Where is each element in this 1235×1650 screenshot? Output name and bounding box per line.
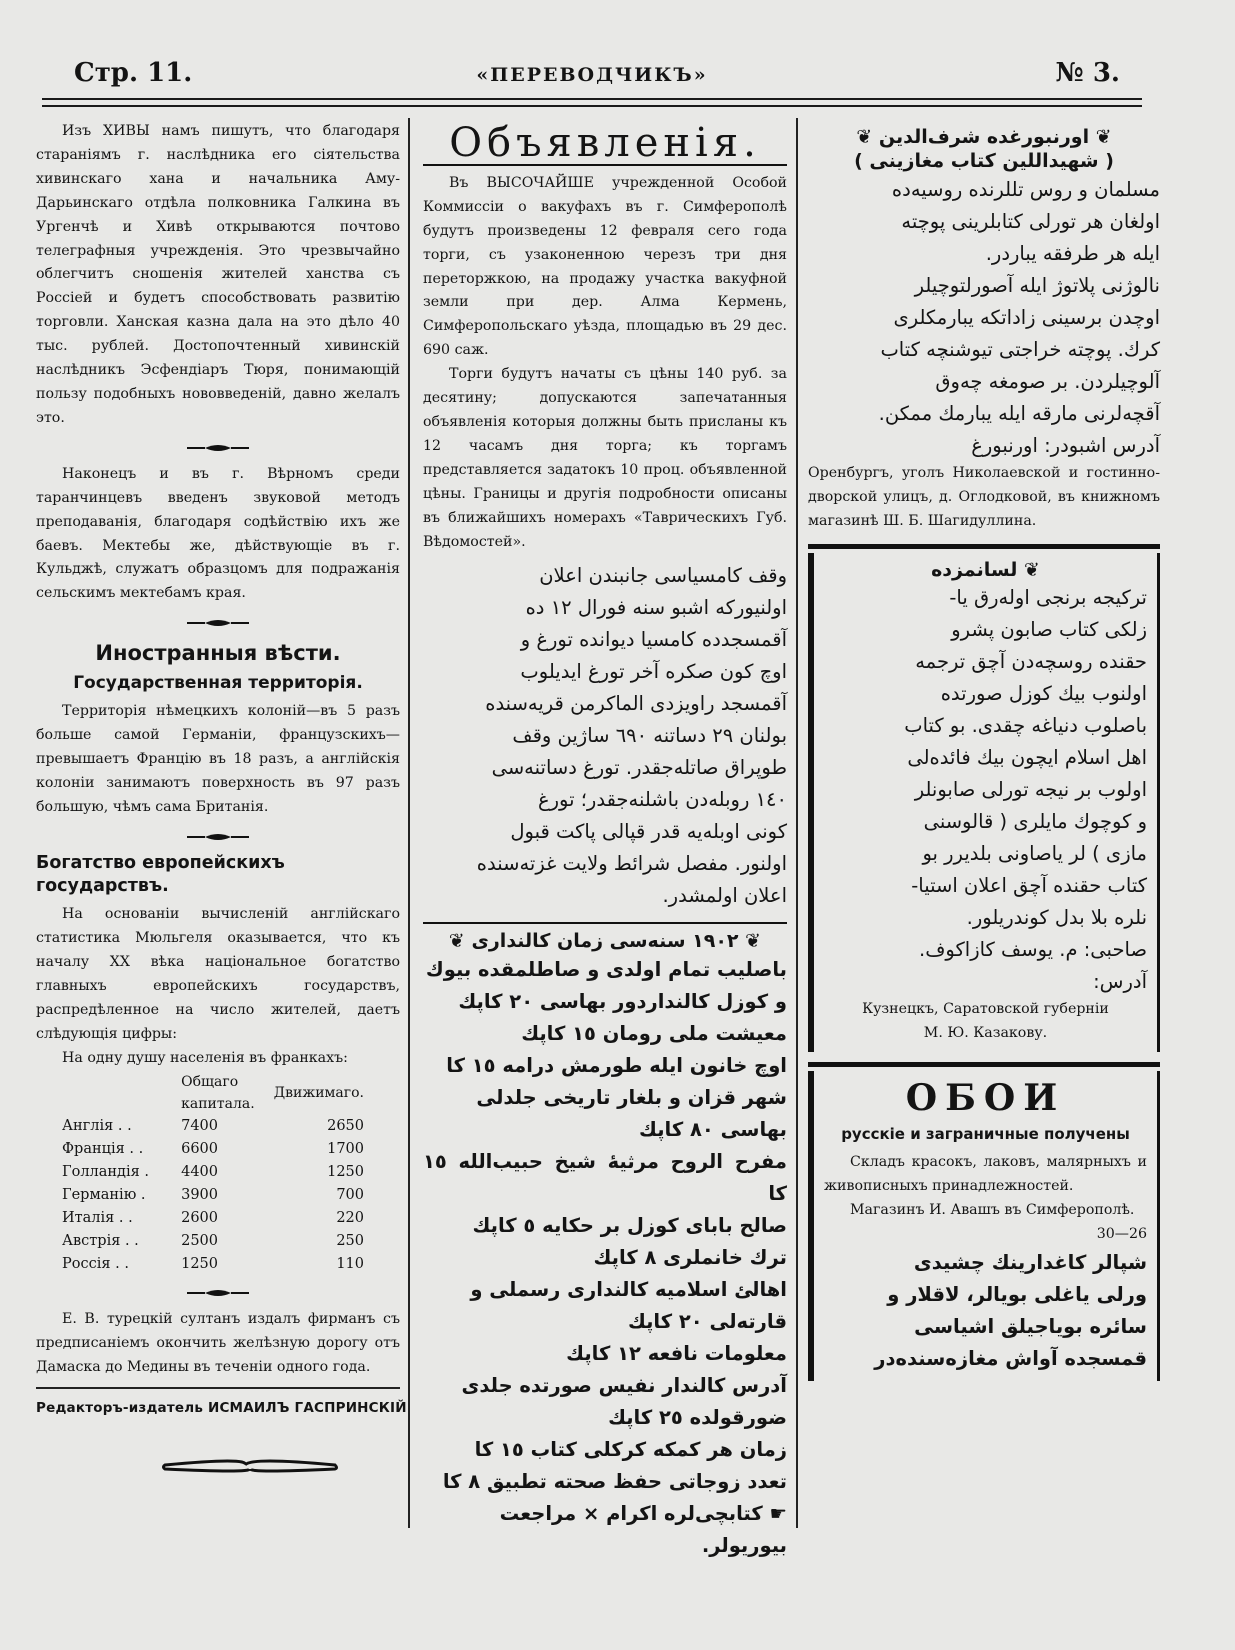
text-line: زلكى كتاب صابون پشرو <box>951 618 1147 642</box>
table-row <box>36 1115 400 1138</box>
announcements-title: Объявленія. <box>449 120 761 166</box>
country-cell: Англія . . <box>62 1117 132 1134</box>
text-line: اهالئ اسلاميه كالندارى رسملى و <box>470 1278 787 1302</box>
text-line: صاحبى: م. يوسف كازاكوف. <box>919 938 1147 962</box>
masthead-rule-2 <box>42 105 1142 107</box>
text-line: باصليب تمام اولدى و صاطلمقده بيوك <box>425 958 787 982</box>
text-line: ترك خانملرى ٨ كاپك <box>593 1246 787 1270</box>
soap-ad-address-2: М. Ю. Казакову. <box>923 1025 1048 1042</box>
table-row <box>36 1207 400 1230</box>
diamond-ornament-icon <box>205 1287 231 1299</box>
text-line: آدرس كالندار نفيس صورتده جلدى <box>461 1374 787 1398</box>
text-line: طوپراق صاتله‌جقدر. تورغ دساتنه‌سى <box>491 756 787 780</box>
text-line: اولنور. مفصل شرائط ولايت غزته‌سنده <box>476 852 787 876</box>
article-verny: Наконецъ и въ г. Вѣрномъ среди таранчинцевъ введенъ звуковой методъ преподаванія, благодаря содѣйствію ихъ же баевъ. Мектебы же, дѣйствующіе въ г. Кульджѣ, служатъ образцомъ для подражанія сельскимъ мектебамъ края. <box>36 465 400 602</box>
soap-ad-address-1: Кузнецкъ, Саратовской губерніи <box>862 1001 1109 1018</box>
masthead-rule <box>42 98 1142 100</box>
text-line: آدرس: <box>1093 970 1147 994</box>
text-line: وقف كامسياسى جانبندن اعلان <box>539 564 787 588</box>
right-column <box>808 126 1160 1381</box>
wealth-table <box>36 1071 400 1276</box>
bookstore-ad-subheading: ( شهيداللين كتاب مغازينى ) <box>854 149 1114 172</box>
editor-rule <box>36 1387 400 1389</box>
text-line: معيشت ملى رومان ١٥ كاپك <box>521 1022 787 1046</box>
article-wealth: На основаніи вычисленій англійскаго статистика Мюльгеля оказывается, что къ началу XX вѣка національное богатство главныхъ европейскихъ государствъ, распредѣленное на число жителей, даетъ слѣдующія цифры: <box>36 906 400 1042</box>
left-column <box>36 120 407 1421</box>
section-heading-foreign-news: Иностранныя вѣсти. <box>95 641 341 666</box>
wallpaper-ad-store: Магазинъ И. Авашъ въ Симферополѣ. <box>850 1201 1135 1218</box>
text-line: آقچه‌لرنى مارقه ايله يبارمك ممكن. <box>878 401 1160 425</box>
subheading-wealth: Богатство европейскихъ государствъ. <box>36 852 285 897</box>
ornament-icon: ❦ <box>448 930 472 953</box>
soap-ad-heading: ❦ لسانمزده <box>931 558 1040 581</box>
movable-cell: 1700 <box>327 1140 364 1157</box>
capital-cell: 7400 <box>181 1117 219 1134</box>
text-line: اوچ كون صكره آخر تورغ ايديلوب <box>520 660 787 684</box>
text-line: تركيجه برنجى اوله‌رق يا- <box>949 586 1147 610</box>
text-line: قمسجده آواش مغازه‌سنده‌در <box>874 1346 1147 1370</box>
wallpaper-ad-text: Складъ красокъ, лаковъ, малярныхъ и живописныхъ принадлежностей. <box>824 1154 1147 1195</box>
diamond-ornament-icon <box>205 831 231 843</box>
ornament-divider <box>36 612 400 632</box>
movable-cell: 700 <box>336 1186 364 1203</box>
article-sultan: Е. В. турецкій султанъ издалъ фирманъ съ предписаніемъ окончить желѣзную дорогу отъ Дамаска до Медины въ теченіи одного года. <box>36 1310 400 1375</box>
capital-cell: 1250 <box>181 1255 219 1272</box>
ad-counter: 30—26 <box>1096 1225 1147 1242</box>
text-line: مازى ) لر ياصاونى بلديرر بو <box>922 842 1147 866</box>
subheading-territory: Государственная территорія. <box>73 673 363 694</box>
wallpaper-ad <box>808 1071 1160 1381</box>
text-line: اولنيوركه اشبو سنه فورال ١٢ ده <box>525 596 787 620</box>
text-line: قارته‌لى ٢٠ كاپك <box>627 1310 787 1334</box>
text-line: ورلى ياغلى بويالر، لاقلار و <box>887 1282 1147 1306</box>
text-line: حقنده روسچه‌دن آچق ترجمه <box>915 650 1147 674</box>
wealth-table-title: На одну душу населенія въ франкахъ: <box>62 1049 348 1066</box>
country-cell: Германію . <box>62 1186 146 1203</box>
text-line: سائره بوياجيلق اشياسى <box>914 1314 1147 1338</box>
text-line: شهر قزان و بلغار تاريخى جلدلى <box>476 1086 787 1110</box>
calendar-list <box>423 954 787 1562</box>
middle-column <box>423 120 787 1562</box>
capital-cell: 2500 <box>181 1232 219 1249</box>
text-line: باصلوب دنياغه چقدى. بو كتاب <box>904 714 1147 738</box>
text-line: اولنوب بيك كوزل صورتده <box>940 682 1147 706</box>
text-line: نلره بلا بدل كوندريلور. <box>966 906 1147 930</box>
bookstore-ad-heading: ❦ اورنبورغده شرف‌الدين ❦ <box>856 126 1112 148</box>
issue-number: № 3. <box>1055 58 1120 88</box>
text-line: اعلان اولمشدر. <box>662 884 787 908</box>
notice-paragraph-2: Торги будутъ начаты съ цѣны 140 руб. за десятину; допускаются запечатанныя объявленія которыя должны быть присланы къ 12 часамъ дня торга; къ торгамъ представляется задатокъ 10 проц. объявленной цѣны. Границы и другія подробности описаны въ ближайшихъ номерахъ «Таврическихъ Губ. Вѣдомостей». <box>423 366 787 550</box>
table-row <box>36 1253 400 1276</box>
ad-divider <box>808 544 1160 549</box>
text-line: صالح باباى كوزل بر حكايه ٥ كاپك <box>472 1214 787 1238</box>
editor-credit: Редакторъ-издатель ИСМАИЛЪ ГАСПРИНСКІЙ <box>36 1400 407 1417</box>
text-line: بيوريولر. <box>701 1534 787 1558</box>
text-line: بولنان ٢٩ دساتنه ٦٩٠ ساژين وقف <box>512 724 787 748</box>
text-line: نالوژنى پلاتوژ ايله آصورلتوچيلر <box>914 273 1160 297</box>
text-line: اوچدن برسينى زاداتكه يبارمكلرى <box>893 305 1160 329</box>
text-line: اهل اسلام ايچون بيك فائده‌لى <box>907 746 1147 770</box>
capital-cell: 4400 <box>181 1163 219 1180</box>
ornament-icon: ❦ <box>1089 126 1112 148</box>
masthead <box>42 52 1142 92</box>
wallpaper-ad-title: ОБОИ <box>905 1077 1066 1120</box>
ornament-icon: ❦ <box>738 930 762 953</box>
country-cell: Россія . . <box>62 1255 129 1272</box>
text-line: كونى اوبله‌يه قدر قپالى پاكت قبول <box>510 820 787 844</box>
text-line: ضورقولده ٢٥ كاپك <box>608 1406 787 1430</box>
column-divider-left <box>408 118 410 1528</box>
text-line: مسلمان و روس تللرنده روسيه‌ده <box>891 177 1160 201</box>
bookstore-ad-text <box>808 174 1160 462</box>
capital-cell: 6600 <box>181 1140 219 1157</box>
text-line: و كوزل كالنداردور بهاسى ٢٠ كاپك <box>458 990 787 1014</box>
end-flourish-icon <box>160 1455 340 1481</box>
table-row <box>36 1161 400 1184</box>
table-row <box>36 1138 400 1161</box>
text-line: بهاسى ٨٠ كاپك <box>639 1118 787 1142</box>
text-line: اولغان هر تورلى كتابلرينى پوچته <box>901 209 1160 233</box>
movable-cell: 1250 <box>327 1163 364 1180</box>
text-line: اوچ خانون ايله طورمش درامه ١٥ كا <box>446 1054 787 1078</box>
ornament-icon: ❦ <box>856 126 879 148</box>
country-cell: Франція . . <box>62 1140 144 1157</box>
wallpaper-ad-arabic <box>824 1247 1147 1375</box>
text-line: مفرح الروح مرثيهٔ شيخ حبيب‌الله ١٥ كا <box>423 1150 787 1206</box>
text-line: ١٤٠ روبله‌دن باشلنه‌جقدر؛ تورغ <box>537 788 787 812</box>
movable-cell: 110 <box>336 1255 364 1272</box>
column-divider-right <box>796 118 798 1528</box>
diamond-ornament-icon <box>205 442 231 454</box>
bookstore-address: Оренбургъ, уголъ Николаевской и гостинно-дворской улицъ, д. Оглодковой, въ книжномъ магазинѣ Ш. Б. Шагидуллина. <box>808 464 1160 529</box>
text-line: كتاب حقنده آچق اعلان استيا- <box>911 874 1147 898</box>
wealth-table-header <box>36 1071 400 1115</box>
article-khiva: Изъ ХИВЫ намъ пишутъ, что благодаря стараніямъ г. наслѣдника его сіятельства хивинскаго хана и начальника Аму-Дарьинскаго отдѣла полковника Галкина въ Ургенчѣ и Хивѣ открываются почтово телеграфныя учрежденія. Это чрезвычайно облегчитъ сношенія жителей ханства съ Россіей и будетъ способствовать развитію торговли. Ханская казна дала на это дѣло 40 тыс. рублей. Достопочтенный хивинскій наслѣдникъ Эсфендіаръ Тюря, понимающій пользу подобныхъ нововведеній, давно желалъ это. <box>36 123 400 426</box>
text-line: زمان هر كمكه كركلى كتاب ١٥ كا <box>474 1438 787 1462</box>
text-line: كرك. پوچته خراجتى تيوشنچه كتاب <box>880 337 1160 361</box>
soap-ad-text <box>824 582 1147 998</box>
diamond-ornament-icon <box>205 617 231 629</box>
text-line: معلومات نافعه ١٢ كاپك <box>566 1342 787 1366</box>
page-number: Стр. 11. <box>74 58 193 88</box>
text-line: تعدد زوجاتى حفظ صحته تطبيق ٨ كا <box>442 1470 787 1494</box>
movable-cell: 2650 <box>327 1117 364 1134</box>
calendar-heading: ❦ ١٩٠٢ سنه‌سى زمان كالندارى ❦ <box>448 930 762 953</box>
text-line: ايله هر طرفقه يباردر. <box>985 241 1160 265</box>
text-line: شپالر كاغدارينك چشيدى <box>913 1250 1147 1274</box>
country-cell: Голландія . <box>62 1163 149 1180</box>
newspaper-title: «ПЕРЕВОДЧИКЪ» <box>476 64 708 86</box>
text-line: اولوب بر نيجه تورلى صابونلر <box>914 778 1147 802</box>
header-capital: Общаго капитала. <box>181 1073 255 1112</box>
article-territory: Территорія нѣмецкихъ колоній—въ 5 разъ больше самой Германіи, французскихъ—превышаетъ Францію въ 18 разъ, а англійскія колоніи занимаютъ поверхность въ 97 разъ большую, чѣмъ сама Британія. <box>36 703 400 815</box>
notice-arabic-text <box>423 560 787 912</box>
country-cell: Австрія . . <box>62 1232 139 1249</box>
text-line: آقمسجد راويزدى الماكرمن قريه‌سنده <box>485 692 787 716</box>
ad-divider <box>808 1062 1160 1067</box>
section-rule <box>423 922 787 924</box>
text-line: ☛ كتابچى‌لره اكرام × مراجعت <box>499 1502 787 1526</box>
text-line: آلوچيلردن. بر صومغه چه‌وق <box>935 369 1160 393</box>
text-line: و كوچوك مايلرى ( قالوسنى <box>923 810 1147 834</box>
capital-cell: 2600 <box>181 1209 219 1226</box>
wallpaper-ad-subtitle: русскіе и заграничные получены <box>841 1125 1130 1144</box>
soap-book-ad <box>808 553 1160 1053</box>
notice-paragraph-1: Въ ВЫСОЧАЙШЕ учрежденной Особой Коммиссіи о вакуфахъ въ г. Симферополѣ будутъ произведены 12 февраля сего года торги, съ узаконенною черезъ три дня переторжкою, на продажу участка вакуфной земли при дер. Алма Кермень, Симферопольскаго уѣзда, площадью въ 29 дес. 690 саж. <box>423 174 787 359</box>
country-cell: Италія . . <box>62 1209 133 1226</box>
table-row <box>36 1184 400 1207</box>
text-line: آدرس اشبودر: اورنبورغ <box>971 433 1160 457</box>
movable-cell: 250 <box>336 1232 364 1249</box>
ornament-divider <box>36 437 400 457</box>
table-row <box>36 1230 400 1253</box>
movable-cell: 220 <box>336 1209 364 1226</box>
capital-cell: 3900 <box>181 1186 219 1203</box>
ornament-divider <box>36 1282 400 1302</box>
text-line: آقمسجدده كامسيا ديوانده تورغ و <box>520 628 787 652</box>
ornament-divider <box>36 826 400 846</box>
ornament-icon: ❦ <box>1017 558 1040 581</box>
header-movable: Движимаго. <box>273 1084 364 1101</box>
